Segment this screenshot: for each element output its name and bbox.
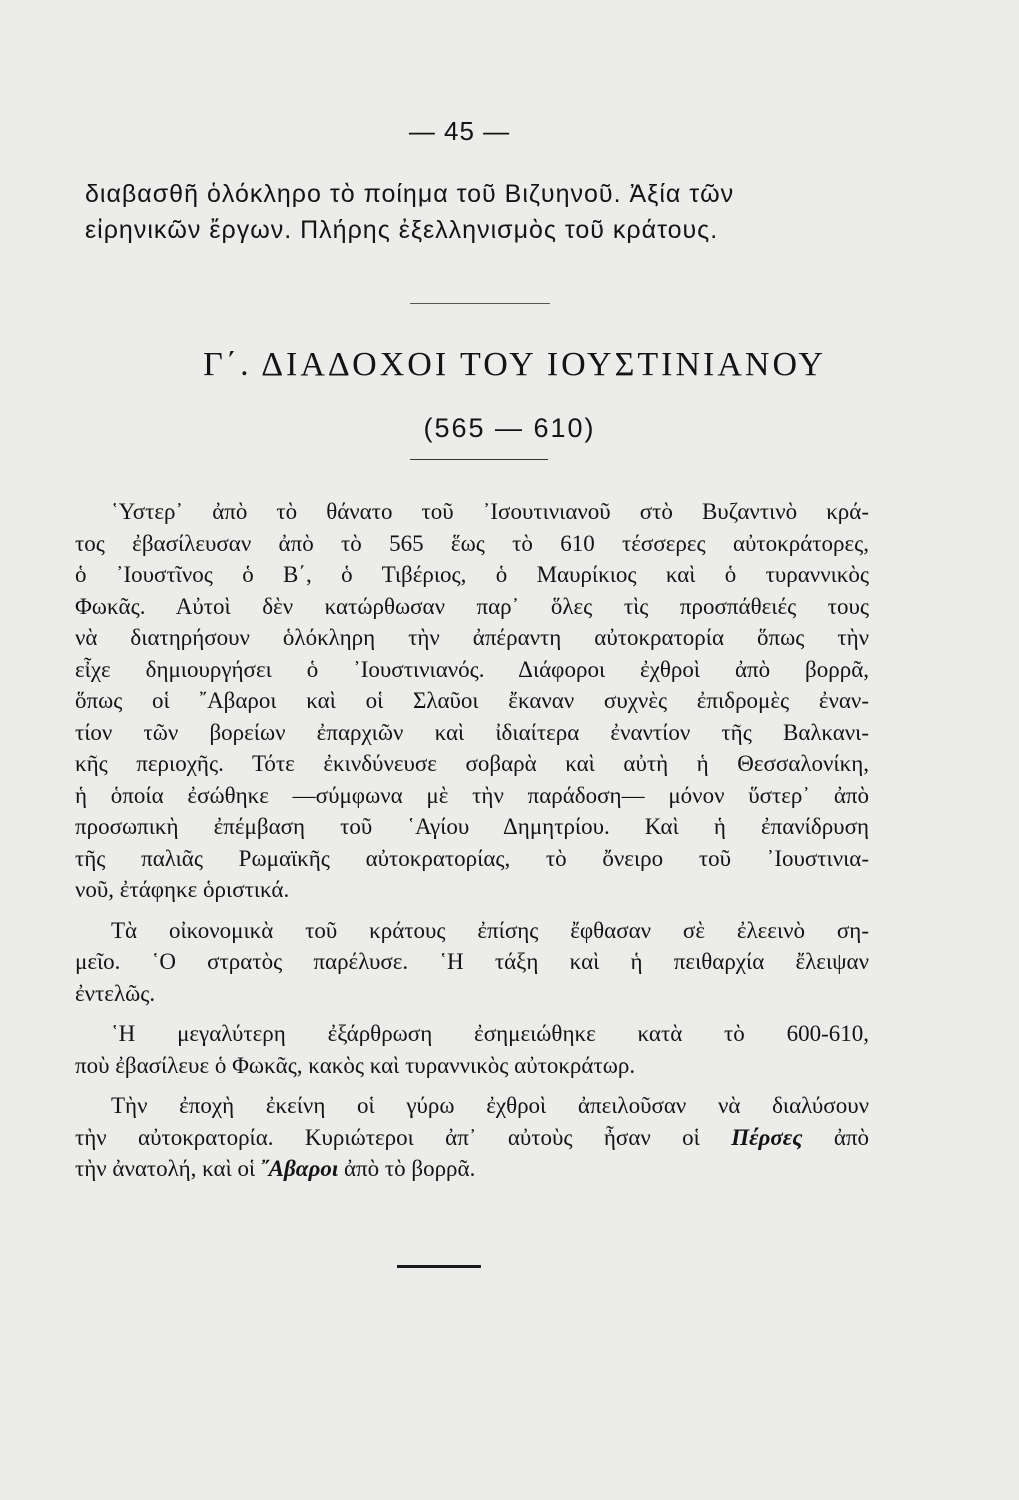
text-line: Τὴν ἐποχὴ ἐκείνη οἱ γύρω ἐχθροὶ ἀπειλοῦσαν νὰ διαλύσουν (111, 1093, 869, 1118)
paragraph-3 (75, 1018, 869, 1081)
text-line: τίον τῶν βορείων ἐπαρχιῶν καὶ ἰδιαίτερα ἐναντίον τῆς Βαλκανι- (75, 719, 869, 745)
text-line: μεῖο. ῾Ο στρατὸς παρέλυσε. ῾Η τάξη καὶ ἡ πειθαρχία ἔλειψαν (75, 949, 869, 974)
text-line: κῆς περιοχῆς. Τότε ἐκινδύνευσε σοβαρὰ καὶ αὐτὴ ἡ Θεσσαλονίκη, (75, 751, 869, 776)
intro-text (85, 176, 875, 248)
text-line: ὅπως οἱ ῎Αβαροι καὶ οἱ Σλαῦοι ἔκαναν συχνὲς ἐπιδρομὲς ἐναν- (75, 688, 869, 713)
emphasis-persians: Πέρσες (731, 1124, 803, 1150)
title-underline (410, 459, 548, 460)
text-line: ἡ ὁποία ἐσώθηκε —σύμφωνα μὲ τὴν παράδοση— μόνον ὕστερ᾽ ἀπὸ (75, 782, 869, 808)
emphasis-avars: ῎Αβαροι (260, 1156, 339, 1181)
text-line: ποὺ ἐβασίλευε ὁ Φωκᾶς, κακὸς καὶ τυραννικὸς αὐτοκράτωρ. (75, 1052, 636, 1078)
text-line: τος ἐβασίλευσαν ἀπὸ τὸ 565 ἕως τὸ 610 τέσσερες αὐτοκράτορες, (75, 530, 869, 556)
text-line: τὴν αὐτοκρατορία. Κυριώτεροι ἀπ᾽ αὐτοὺς ἦσαν οἱ Πέρσες ἀπὸ (75, 1124, 870, 1150)
chapter-body (75, 496, 869, 1185)
intro-line: εἰρηνικῶν ἔργων. Πλήρης ἐξελληνισμὸς τοῦ κράτους. (85, 216, 719, 244)
text-line: ἐντελῶς. (75, 980, 156, 1006)
text-line: νοῦ, ἐτάφηκε ὁριστικά. (75, 877, 290, 902)
paragraph-2 (75, 915, 869, 1010)
text-line: ῾Υστερ᾽ ἀπὸ τὸ θάνατο τοῦ ᾽Ισουτινιανοῦ στὸ Βυζαντινὸ κρά- (111, 499, 869, 524)
text-line: νὰ διατηρήσουν ὁλόκληρη τὴν ἀπέραντη αὐτοκρατορία ὅπως τὴν (75, 625, 869, 650)
page-number: — 45 — (408, 116, 511, 146)
text-line: Τὰ οἰκονομικὰ τοῦ κράτους ἐπίσης ἔφθασαν σὲ ἐλεεινὸ ση- (111, 917, 869, 943)
chapter-years: (565 — 610) (423, 413, 596, 443)
text-line: ὁ ᾽Ιουστῖνος ὁ Β΄, ὁ Τιβέριος, ὁ Μαυρίκιος καὶ ὁ τυραννικὸς (75, 562, 869, 587)
end-rule (397, 1265, 481, 1268)
chapter-title: Γ΄. ΔΙΑΔΟΧΟΙ ΤΟΥ ΙΟΥΣΤΙΝΙΑΝΟΥ (203, 346, 826, 383)
text-line: ῾Η μεγαλύτερη ἐξάρθρωση ἐσημειώθηκε κατὰ τὸ 600-610, (111, 1021, 869, 1046)
section-divider (410, 303, 550, 304)
text-line: τῆς παλιᾶς Ρωμαϊκῆς αὐτοκρατορίας, τὸ ὄνειρο τοῦ ᾽Ιουστινια- (75, 845, 869, 871)
text-line: εἶχε δημιουργήσει ὁ ᾽Ιουστινιανός. Διάφοροι ἐχθροὶ ἀπὸ βορρᾶ, (75, 656, 869, 682)
text-line: Φωκᾶς. Αὐτοὶ δὲν κατώρθωσαν παρ᾽ ὅλες τὶς προσπάθειές τους (75, 593, 869, 619)
intro-line: διαβασθῆ ὁλόκληρο τὸ ποίημα τοῦ Βιζυηνοῦ. Ἀξία τῶν (85, 180, 735, 208)
paragraph-4 (75, 1090, 869, 1185)
text-line: τὴν ἀνατολή, καὶ οἱ ῎Αβαροι ἀπὸ τὸ βορρᾶ. (75, 1156, 476, 1181)
paragraph-1 (75, 496, 869, 906)
text-line: προσωπικὴ ἐπέμβαση τοῦ ῾Αγίου Δημητρίου. Καὶ ἡ ἐπανίδρυση (75, 814, 869, 839)
